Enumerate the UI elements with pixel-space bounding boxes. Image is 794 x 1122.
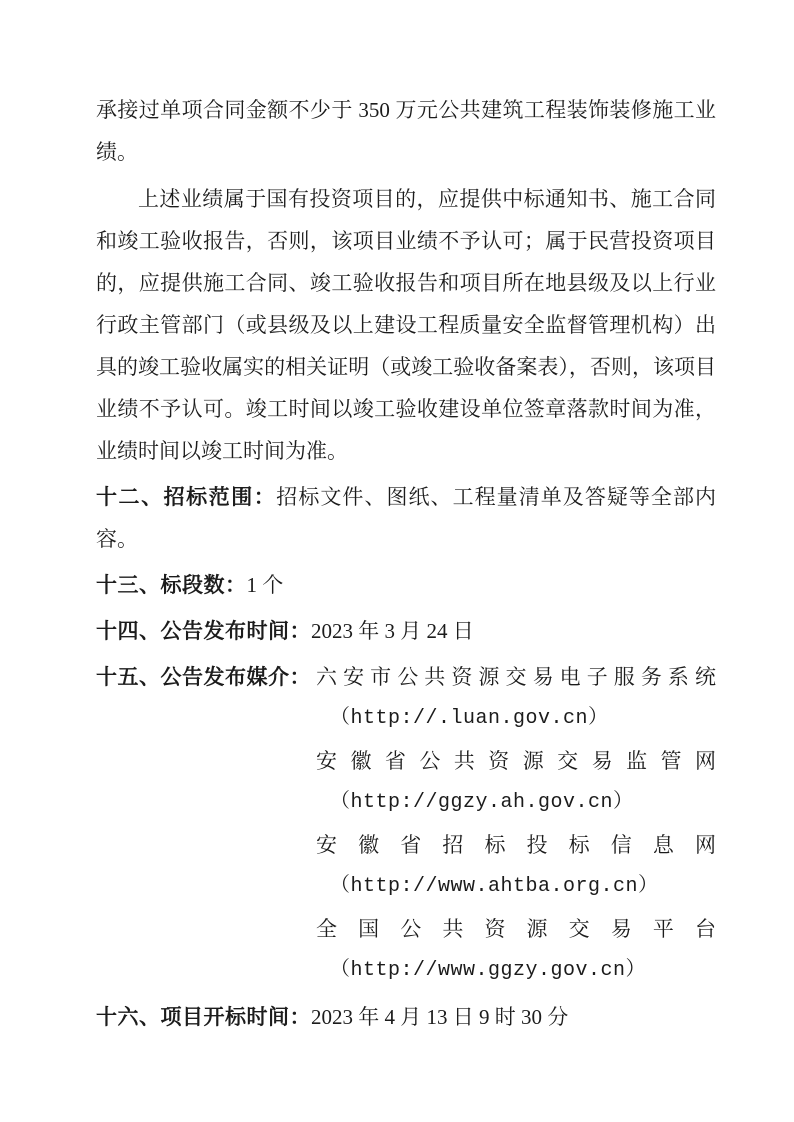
media-label-spacer	[96, 782, 316, 824]
media-url-anhui-tender-info: （http://www.ahtba.org.cn）	[330, 875, 659, 898]
section-12-bid-scope	[96, 476, 716, 560]
media-label-spacer	[96, 740, 316, 782]
media-name-anhui-tender-info: 安徽省招标投标信息网	[316, 833, 716, 857]
media-url-national-platform: （http://www.ggzy.gov.cn）	[330, 959, 647, 982]
media-label-spacer	[96, 908, 316, 950]
media-label-spacer	[96, 824, 316, 866]
section-13-label: 十三、标段数：	[96, 573, 247, 597]
paragraph-contract-amount: 承接过单项合同金额不少于 350 万元公共建筑工程装饰装修施工业绩。	[96, 98, 716, 164]
section-16-label: 十六、项目开标时间：	[96, 1005, 311, 1029]
section-15-label: 十五、公告发布媒介：	[96, 665, 311, 689]
section-15-announcement-media	[96, 656, 716, 992]
media-label-spacer	[96, 698, 316, 740]
section-13-lot-count	[96, 564, 716, 606]
media-url-luan-platform: （http://.luan.gov.cn）	[330, 707, 609, 730]
media-name-anhui-supervision: 安徽省公共资源交易监管网	[316, 749, 716, 773]
media-name-luan-platform: 六安市公共资源交易电子服务系统	[316, 665, 716, 689]
media-label-spacer	[96, 866, 316, 908]
media-label-spacer	[96, 950, 316, 992]
section-14-label: 十四、公告发布时间：	[96, 619, 311, 643]
section-14-text: 2023 年 3 月 24 日	[311, 619, 474, 643]
section-12-text: 招标文件、图纸、工程量清单及答疑等全部内容。	[96, 485, 716, 551]
document-content	[96, 89, 716, 1038]
media-name-national-platform: 全国公共资源交易平台	[316, 917, 716, 941]
section-14-announcement-date	[96, 610, 716, 652]
paragraph-performance-proof: 上述业绩属于国有投资项目的，应提供中标通知书、施工合同和竣工验收报告，否则，该项目业绩不予认可；属于民营投资项目的，应提供施工合同、竣工验收报告和项目所在地县级及以上行业行政主管部门（或县级及以上建设工程质量安全监督管理机构）出具的竣工验收属实的相关证明（或竣工验收备案表），否则，该项目业绩不予认可。竣工时间以竣工验收建设单位签章落款时间为准，业绩时间以竣工时间为准。	[96, 187, 716, 463]
media-url-anhui-supervision: （http://ggzy.ah.gov.cn）	[330, 791, 634, 814]
section-16-bid-opening-time	[96, 996, 716, 1038]
section-12-label: 十二、招标范围：	[96, 485, 277, 509]
section-16-text: 2023 年 4 月 13 日 9 时 30 分	[311, 1005, 569, 1029]
section-13-text: 1 个	[246, 573, 284, 597]
